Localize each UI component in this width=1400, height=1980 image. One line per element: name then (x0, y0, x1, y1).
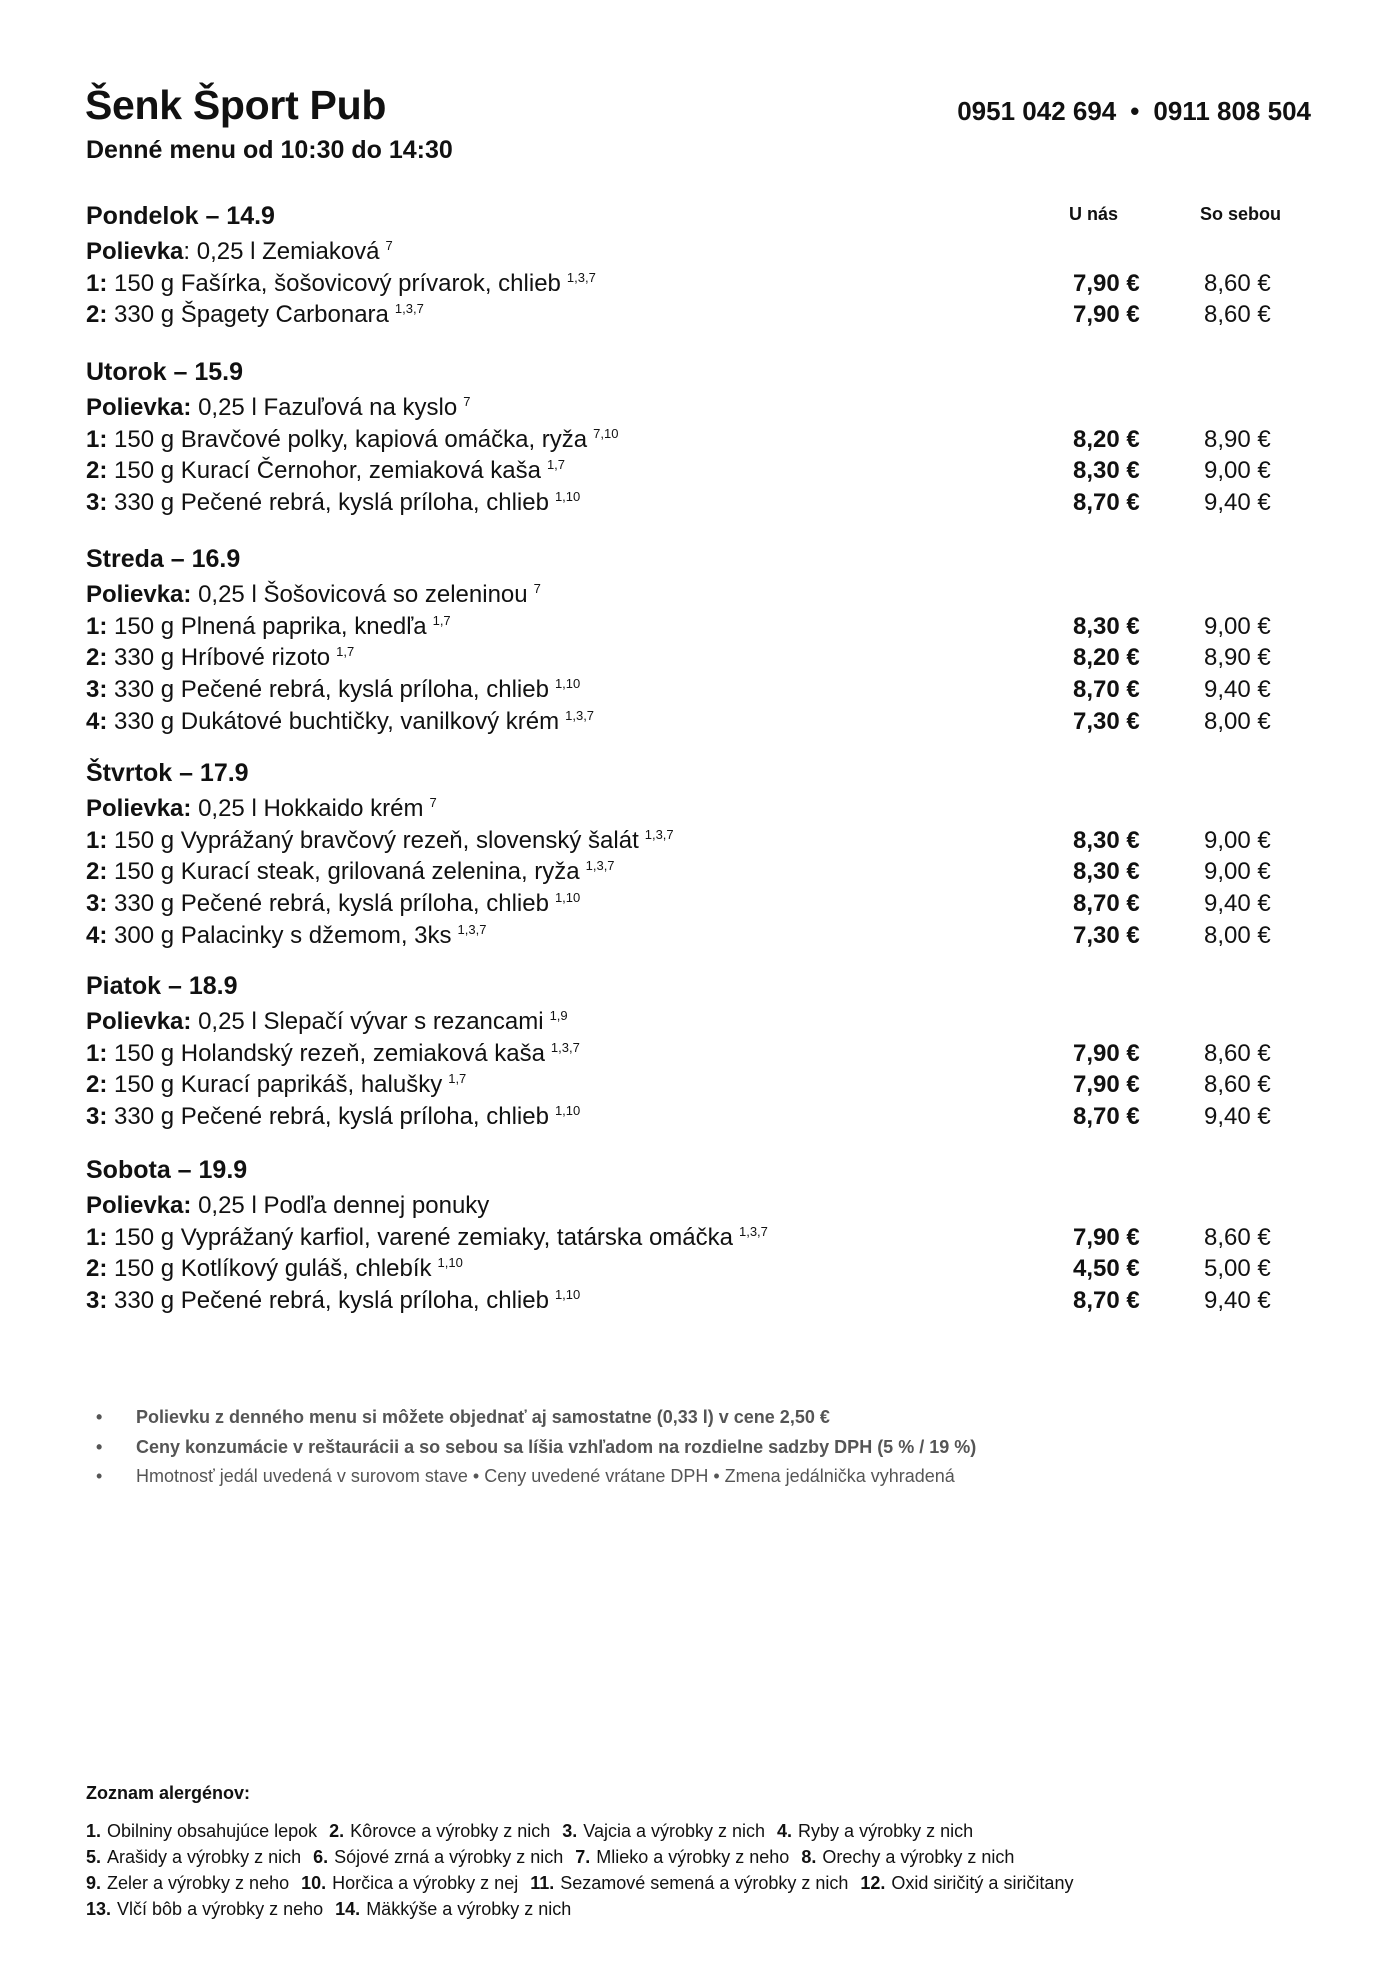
item-number: 4: (86, 707, 108, 735)
item-name: Pečené rebrá, kyslá príloha, chlieb (180, 890, 549, 918)
price-out: 9,00 € (1204, 457, 1271, 485)
item-number: 2: (86, 1255, 108, 1283)
allergen-number: 1. (86, 1821, 102, 1841)
item-allergens: 1,9 (549, 1008, 568, 1023)
item-number: 2: (86, 858, 108, 886)
menu-row (86, 487, 1326, 519)
item-name: Kotlíkový guláš, chlebík (180, 1255, 432, 1283)
item-allergens: 1,3,7 (565, 707, 595, 723)
item-number: 2: (86, 457, 108, 485)
item-name: Kurací Černohor, zemiaková kaša (180, 457, 541, 485)
allergen-number: 7. (575, 1847, 591, 1867)
menu-row (86, 299, 1326, 331)
item-number: 2: (86, 644, 108, 672)
note-item (96, 1433, 976, 1463)
allergen-item (86, 1873, 289, 1893)
menu-row (86, 579, 1326, 611)
allergen-line (86, 1844, 1085, 1870)
item-name: Kurací steak, grilovaná zelenina, ryža (180, 858, 580, 886)
item-allergens: 1,10 (554, 1103, 581, 1119)
item-number: Polievka: (86, 795, 192, 822)
allergen-text: Zeler a výrobky z neho (107, 1873, 290, 1893)
day-title: Pondelok – 14.9 (86, 202, 275, 230)
item-name: Pečené rebrá, kyslá príloha, chlieb (180, 1287, 549, 1315)
item-name: Zemiaková (262, 238, 380, 265)
price-out: 9,40 € (1204, 676, 1271, 704)
menu-row (86, 888, 1326, 920)
note-item (96, 1462, 976, 1492)
allergen-item (575, 1847, 789, 1867)
day-section (86, 356, 1326, 519)
item-name: Slepačí vývar s rezancami (263, 1008, 544, 1035)
day-title: Piatok – 18.9 (86, 972, 238, 1000)
menu-row (86, 1101, 1326, 1133)
allergen-line (86, 1818, 1085, 1844)
item-weight: 150 g (114, 1255, 175, 1283)
allergen-title: Zoznam alergénov: (86, 1783, 251, 1803)
allergen-lines (86, 1818, 1085, 1922)
item-allergens: 7 (429, 795, 437, 810)
pub-name: Šenk Šport Pub (85, 82, 387, 128)
item-weight: 150 g (114, 612, 175, 640)
day-title: Streda – 16.9 (86, 545, 241, 573)
price-out: 8,90 € (1204, 425, 1271, 453)
item-weight: 150 g (114, 1071, 175, 1099)
price-out: 8,00 € (1204, 921, 1271, 949)
allergen-text: Sójové zrná a výrobky z nich (334, 1847, 564, 1867)
note-text: Polievku z denného menu si môžete objednať aj samostatne (0,33 l) v cene 2,50 € (136, 1407, 830, 1427)
phone-number-1[interactable]: 0951 042 694 (957, 96, 1117, 126)
allergen-text: Oxid siričitý a siričitany (891, 1873, 1074, 1893)
allergen-text: Vlčí bôb a výrobky z neho (117, 1899, 324, 1919)
item-allergens: 1,7 (546, 457, 566, 473)
phone-numbers (957, 96, 1311, 127)
item-weight: 150 g (114, 1039, 175, 1067)
item-allergens: 1,3,7 (550, 1039, 580, 1055)
note-text: Hmotnosť jedál uvedená v surovom stave • Ceny uvedené vrátane DPH • Zmena jedálnička vyhradená (136, 1466, 955, 1486)
allergen-text: Arašidy a výrobky z nich (107, 1847, 302, 1867)
allergen-item (86, 1899, 323, 1919)
item-allergens: 1,3,7 (457, 921, 487, 937)
item-weight: 150 g (114, 826, 175, 854)
item-name: Vyprážaný bravčový rezeň, slovenský šalát (180, 826, 639, 854)
price-in: 7,90 € (1073, 301, 1140, 329)
item-name: Pečené rebrá, kyslá príloha, chlieb (180, 676, 549, 704)
column-header-out: So sebou (1200, 204, 1282, 224)
price-in: 8,20 € (1073, 644, 1140, 672)
item-weight: 0,25 l (198, 1192, 257, 1219)
bullet-icon: • (96, 1436, 103, 1457)
menu-row (86, 1069, 1326, 1101)
item-allergens: 1,10 (554, 676, 581, 692)
allergen-number: 2. (329, 1821, 345, 1841)
item-weight: 330 g (114, 707, 175, 735)
item-allergens: 1,3,7 (644, 826, 674, 842)
item-name: Špagety Carbonara (180, 301, 389, 329)
menu-row (86, 642, 1326, 674)
allergen-item (86, 1821, 317, 1841)
item-allergens: 1,10 (554, 489, 581, 505)
price-in: 8,30 € (1073, 612, 1140, 640)
menu-row (86, 611, 1326, 643)
price-out: 8,60 € (1204, 301, 1271, 329)
item-weight: 150 g (114, 457, 175, 485)
item-name: Hokkaido krém (263, 795, 424, 822)
item-number: Polievka: (86, 581, 192, 608)
day-section (86, 543, 1326, 737)
item-name: Palacinky s džemom, 3ks (180, 921, 452, 949)
item-allergens: 7 (533, 581, 541, 596)
allergen-text: Sezamové semená a výrobky z nich (560, 1873, 849, 1893)
menu-row (86, 674, 1326, 706)
bullet-icon: • (96, 1407, 103, 1427)
item-number: Polievka (86, 238, 184, 265)
item-name: Fašírka, šošovicový prívarok, chlieb (180, 269, 561, 297)
price-out: 9,40 € (1204, 1287, 1271, 1315)
allergen-text: Kôrovce a výrobky z nich (350, 1821, 551, 1841)
allergen-number: 11. (530, 1873, 555, 1893)
item-number: 1: (86, 1039, 108, 1067)
price-in: 8,70 € (1073, 489, 1140, 517)
item-number: 3: (86, 489, 108, 517)
allergen-item (777, 1821, 973, 1841)
note-text: Ceny konzumácie v reštaurácii a so sebou sa líšia vzhľadom na rozdielne sadzby DPH (5 % / 19 %) (136, 1436, 977, 1457)
item-name: Holandský rezeň, zemiaková kaša (180, 1039, 545, 1067)
price-out: 8,60 € (1204, 1039, 1271, 1067)
menu-row (86, 793, 1326, 825)
price-in: 8,70 € (1073, 890, 1140, 918)
item-weight: 330 g (114, 489, 175, 517)
item-weight: 330 g (114, 1103, 175, 1131)
item-name: Kurací paprikáš, halušky (180, 1071, 443, 1099)
price-out: 9,00 € (1204, 826, 1271, 854)
price-in: 8,70 € (1073, 1103, 1140, 1131)
allergen-item (860, 1873, 1073, 1893)
bullet-icon: • (96, 1466, 103, 1486)
allergen-item (562, 1821, 765, 1841)
item-name: Hríbové rizoto (180, 644, 331, 672)
item-weight: 150 g (114, 269, 175, 297)
item-weight: 150 g (114, 1223, 175, 1251)
item-name: Bravčové polky, kapiová omáčka, ryža (180, 425, 588, 453)
item-number: 1: (86, 425, 108, 453)
menu-row (86, 236, 1326, 268)
allergen-number: 13. (86, 1899, 112, 1919)
notes-list (96, 1403, 976, 1492)
item-weight: 0,25 l (198, 1008, 257, 1035)
allergen-text: Horčica a výrobky z nej (332, 1873, 519, 1893)
menu-row (86, 268, 1326, 300)
item-weight: 330 g (114, 676, 175, 704)
item-allergens: 1,10 (554, 1287, 581, 1303)
item-number: 3: (86, 1103, 108, 1131)
item-number: 2: (86, 1071, 108, 1099)
item-number: 3: (86, 676, 108, 704)
item-name: Vyprážaný karfiol, varené zemiaky, tatárska omáčka (180, 1223, 733, 1251)
price-out: 8,60 € (1204, 269, 1271, 297)
menu-row (86, 920, 1326, 952)
price-out: 8,60 € (1204, 1223, 1271, 1251)
item-weight: 330 g (114, 1287, 175, 1315)
day-section (86, 757, 1326, 951)
note-item (96, 1403, 976, 1433)
price-in: 7,30 € (1073, 921, 1140, 949)
allergen-text: Mlieko a výrobky z neho (596, 1847, 790, 1867)
item-number: 2: (86, 301, 108, 329)
item-number: 1: (86, 1223, 108, 1251)
item-allergens: 7 (463, 394, 471, 409)
allergen-item (86, 1847, 301, 1867)
allergen-line (86, 1896, 1085, 1922)
item-weight: 330 g (114, 644, 175, 672)
item-name: Fazuľová na kyslo (263, 394, 458, 421)
allergen-item (329, 1821, 550, 1841)
menu-row (86, 825, 1326, 857)
day-section (86, 970, 1326, 1133)
menu-hours: Denné menu od 10:30 do 14:30 (86, 136, 453, 164)
allergen-number: 14. (335, 1899, 361, 1919)
item-name: Pečené rebrá, kyslá príloha, chlieb (180, 489, 549, 517)
item-allergens: 1,7 (336, 644, 355, 660)
phone-separator: • (1130, 96, 1140, 126)
item-allergens: 1,3,7 (738, 1223, 768, 1239)
price-in: 8,30 € (1073, 826, 1140, 854)
item-allergens: 1,3,7 (394, 301, 424, 317)
item-allergens: 7 (385, 238, 393, 253)
allergen-item (313, 1847, 563, 1867)
price-out: 9,40 € (1204, 1103, 1271, 1131)
item-allergens: 7,10 (593, 425, 619, 441)
allergen-text: Vajcia a výrobky z nich (583, 1821, 766, 1841)
allergen-number: 10. (301, 1873, 327, 1893)
allergen-text: Orechy a výrobky z nich (822, 1847, 1015, 1867)
item-number: 1: (86, 269, 108, 297)
item-allergens: 1,3,7 (585, 858, 615, 874)
item-allergens: 1,7 (448, 1071, 467, 1087)
menu-row (86, 455, 1326, 487)
price-out: 5,00 € (1204, 1255, 1271, 1283)
allergen-list (86, 1776, 1085, 1922)
item-number: 1: (86, 826, 108, 854)
allergen-number: 9. (86, 1873, 102, 1893)
item-number: 3: (86, 1287, 108, 1315)
day-section (86, 200, 1326, 331)
menu-row (86, 392, 1326, 424)
item-weight: 0,25 l (198, 795, 257, 822)
menu-row (86, 1222, 1326, 1254)
menu-row (86, 856, 1326, 888)
item-weight: 0,25 l (198, 394, 257, 421)
menu-row (86, 1285, 1326, 1317)
item-name: Plnená paprika, knedľa (180, 612, 427, 640)
price-out: 8,90 € (1204, 644, 1271, 672)
menu-row (86, 1253, 1326, 1285)
price-out: 9,40 € (1204, 890, 1271, 918)
item-name: Podľa dennej ponuky (263, 1192, 490, 1219)
day-section (86, 1154, 1326, 1317)
allergen-number: 5. (86, 1847, 102, 1867)
label-colon: : (183, 238, 191, 265)
price-in: 7,30 € (1073, 707, 1140, 735)
day-title: Utorok – 15.9 (86, 358, 244, 386)
menu-row (86, 706, 1326, 738)
item-number: 4: (86, 921, 108, 949)
price-in: 8,20 € (1073, 425, 1140, 453)
item-weight: 150 g (114, 858, 175, 886)
item-name: Šošovicová so zeleninou (263, 581, 528, 608)
item-name: Pečené rebrá, kyslá príloha, chlieb (180, 1103, 549, 1131)
price-out: 9,00 € (1204, 612, 1271, 640)
item-allergens: 1,7 (432, 612, 451, 628)
item-weight: 300 g (114, 921, 175, 949)
allergen-number: 12. (860, 1873, 886, 1893)
menu-row (86, 1006, 1326, 1038)
allergen-line (86, 1870, 1085, 1896)
allergen-text: Ryby a výrobky z nich (798, 1821, 974, 1841)
item-name: Dukátové buchtičky, vanilkový krém (180, 707, 560, 735)
phone-number-2[interactable]: 0911 808 504 (1153, 96, 1311, 126)
item-number: 3: (86, 890, 108, 918)
item-number: Polievka: (86, 394, 192, 421)
allergen-text: Mäkkýše a výrobky z nich (366, 1899, 572, 1919)
item-weight: 330 g (114, 890, 175, 918)
item-weight: 330 g (114, 301, 175, 329)
price-out: 9,40 € (1204, 489, 1271, 517)
price-in: 7,90 € (1073, 1223, 1140, 1251)
allergen-number: 6. (313, 1847, 329, 1867)
item-allergens: 1,10 (554, 890, 581, 906)
item-number: Polievka: (86, 1192, 192, 1219)
price-out: 8,00 € (1204, 707, 1271, 735)
price-in: 8,70 € (1073, 1287, 1140, 1315)
allergen-item (530, 1873, 848, 1893)
item-allergens: 1,10 (437, 1255, 463, 1271)
day-title: Štvrtok – 17.9 (86, 759, 249, 787)
allergen-item (801, 1847, 1014, 1867)
price-in: 8,30 € (1073, 457, 1140, 485)
allergen-item (335, 1899, 571, 1919)
price-in: 8,70 € (1073, 676, 1140, 704)
price-in: 7,90 € (1073, 1039, 1140, 1067)
price-out: 8,60 € (1204, 1071, 1271, 1099)
menu-row (86, 1190, 1326, 1222)
item-number: Polievka: (86, 1008, 192, 1035)
item-number: 1: (86, 612, 108, 640)
price-in: 8,30 € (1073, 858, 1140, 886)
menu-row (86, 424, 1326, 456)
day-title: Sobota – 19.9 (86, 1156, 248, 1184)
allergen-text: Obilniny obsahujúce lepok (107, 1821, 318, 1841)
allergen-number: 3. (562, 1821, 578, 1841)
price-in: 7,90 € (1073, 1071, 1140, 1099)
item-allergens: 1,3,7 (566, 269, 596, 285)
item-weight: 0,25 l (198, 581, 257, 608)
price-in: 4,50 € (1073, 1255, 1140, 1283)
allergen-item (301, 1873, 518, 1893)
menu-row (86, 1038, 1326, 1070)
allergen-number: 4. (777, 1821, 793, 1841)
allergen-number: 8. (801, 1847, 817, 1867)
item-weight: 150 g (114, 425, 175, 453)
item-weight: 0,25 l (196, 238, 256, 265)
price-out: 9,00 € (1204, 858, 1271, 886)
column-header-in: U nás (1069, 204, 1119, 224)
price-in: 7,90 € (1073, 269, 1140, 297)
